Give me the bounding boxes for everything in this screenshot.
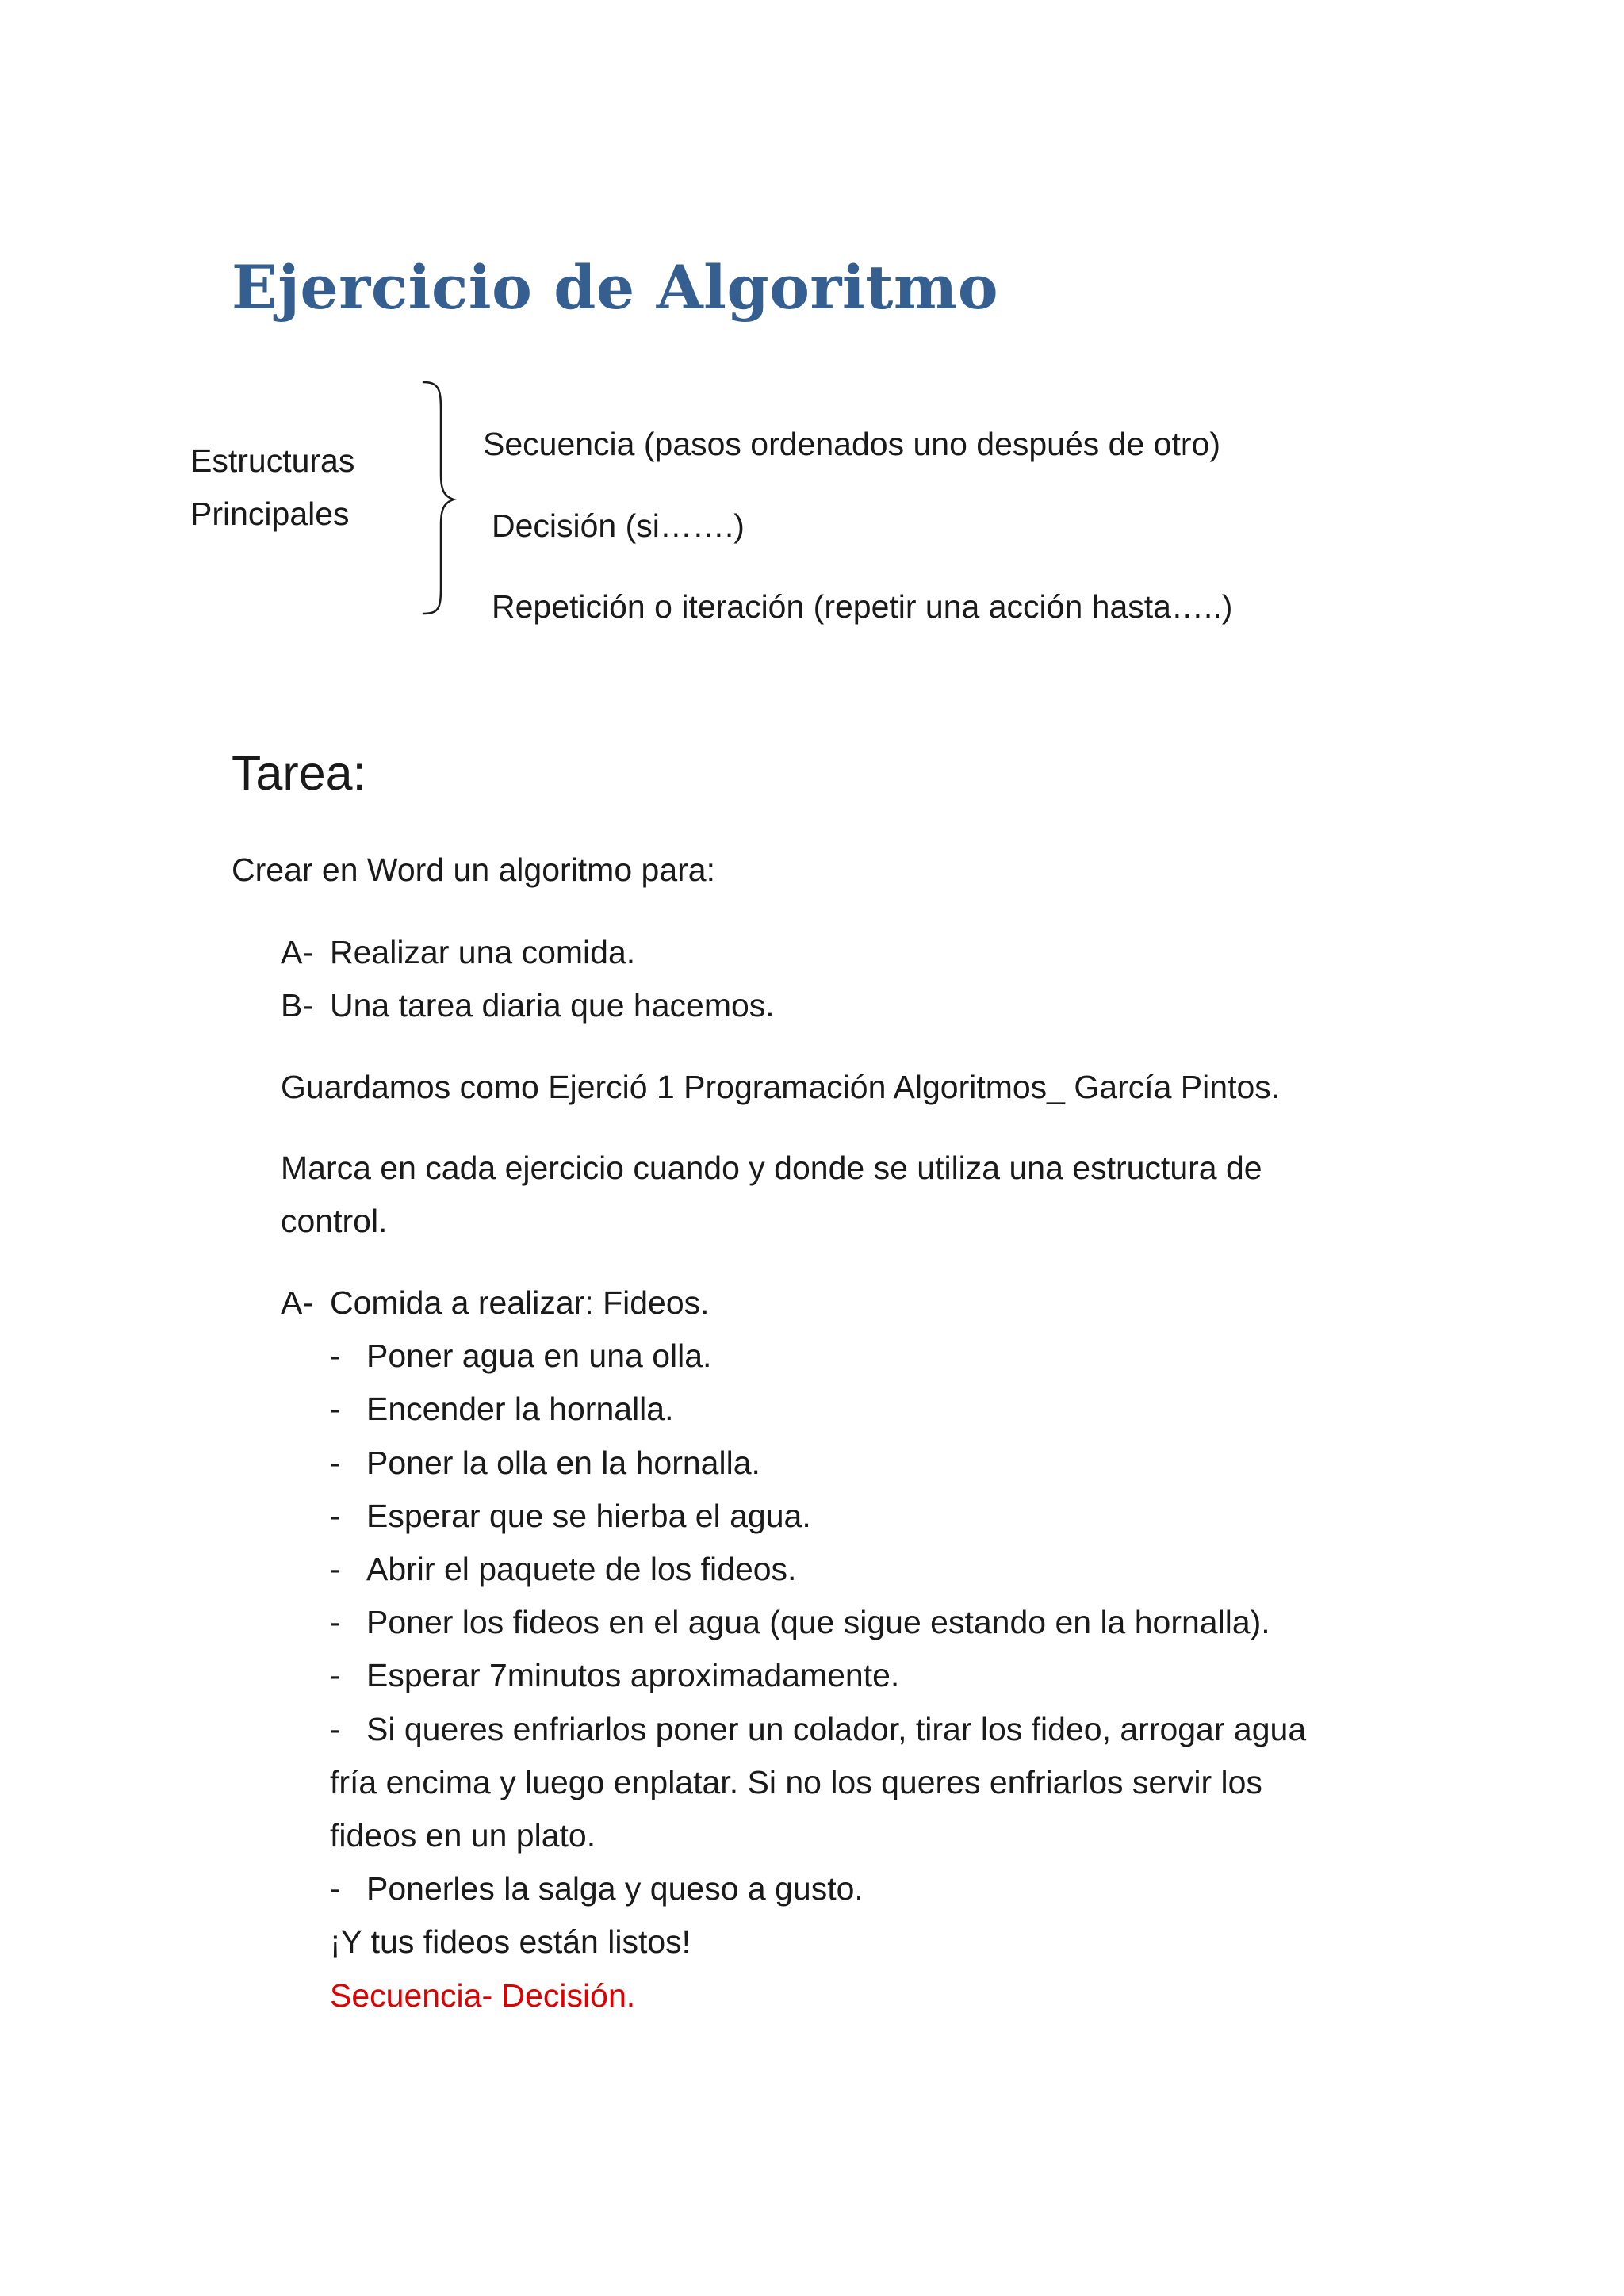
closing-line: ¡Y tus fideos están listos! <box>330 1923 691 1960</box>
option-a-marker: A- <box>281 934 313 970</box>
tarea-intro: Crear en Word un algoritmo para: <box>232 851 715 888</box>
step-item: Poner los fideos en el agua (que sigue estando en la hornalla). <box>366 1604 1270 1640</box>
decision-step-line2: fría encima y luego enplatar. Si no los queres enfriarlos servir los <box>330 1764 1262 1800</box>
step-bullet: - <box>330 1551 341 1587</box>
step-bullet: - <box>330 1498 341 1534</box>
structures-used-note: Secuencia- Decisión. <box>330 1977 636 2014</box>
option-a-text: Realizar una comida. <box>330 934 636 970</box>
step-bullet: - <box>330 1604 341 1640</box>
step-item: Encender la hornalla. <box>366 1391 674 1427</box>
option-b-marker: B- <box>281 987 313 1024</box>
structures-label-line1: Estructuras <box>190 442 355 479</box>
step-item: Abrir el paquete de los fideos. <box>366 1551 797 1587</box>
step-bullet: - <box>330 1657 341 1693</box>
step-bullet: - <box>330 1337 341 1374</box>
step-item: Poner agua en una olla. <box>366 1337 712 1374</box>
structure-item-decision: Decisión (si…….) <box>492 507 745 544</box>
step-item: Esperar que se hierba el agua. <box>366 1498 811 1534</box>
mark-instruction-line1: Marca en cada ejercicio cuando y donde se utiliza una estructura de <box>281 1150 1262 1186</box>
page-title: Ejercicio de Algoritmo <box>232 252 999 323</box>
structure-item-sequence: Secuencia (pasos ordenados uno después de otro) <box>483 426 1220 462</box>
mark-instruction-line2: control. <box>281 1203 388 1239</box>
step-item: Poner la olla en la hornalla. <box>366 1445 760 1481</box>
decision-step-line3: fideos en un plato. <box>330 1817 596 1854</box>
curly-brace-icon <box>412 379 460 617</box>
answer-marker: A- <box>281 1284 313 1321</box>
decision-step-line1: Si queres enfriarlos poner un colador, tirar los fideo, arrogar agua <box>366 1711 1307 1747</box>
answer-heading: Comida a realizar: Fideos. <box>330 1284 710 1321</box>
tarea-heading: Tarea: <box>232 746 366 800</box>
step-bullet: - <box>330 1445 341 1481</box>
final-step: Ponerles la salga y queso a gusto. <box>366 1870 864 1907</box>
save-instruction: Guardamos como Ejerció 1 Programación Algoritmos_ García Pintos. <box>281 1069 1281 1105</box>
step-bullet: - <box>330 1711 341 1747</box>
step-bullet: - <box>330 1870 341 1907</box>
step-item: Esperar 7minutos aproximadamente. <box>366 1657 900 1693</box>
structures-label-line2: Principales <box>190 496 350 532</box>
structure-item-repetition: Repetición o iteración (repetir una acción hasta…..) <box>492 588 1233 625</box>
option-b-text: Una tarea diaria que hacemos. <box>330 987 775 1024</box>
step-bullet: - <box>330 1391 341 1427</box>
